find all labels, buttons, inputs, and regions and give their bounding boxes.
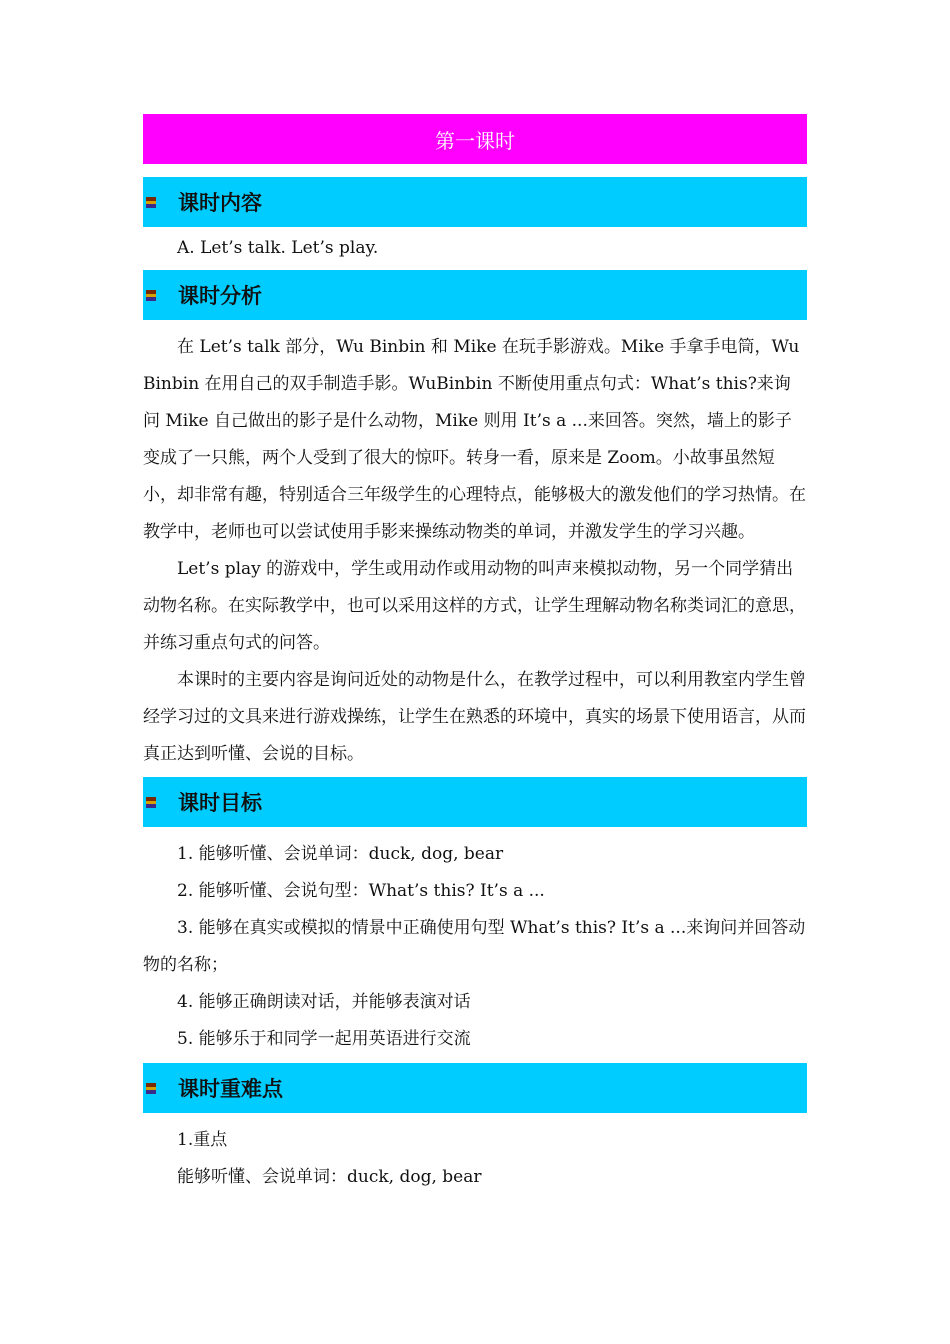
objective-item: 1. 能够听懂、会说单词：duck, dog, bear: [177, 844, 504, 864]
section-heading-objectives: [143, 777, 807, 827]
page-title: 第一课时: [435, 128, 515, 153]
section-heading-analysis: [143, 270, 807, 320]
section-heading-label: 课时内容: [178, 191, 262, 215]
objective-item: 2. 能够听懂、会说句型：What’s this? It’s a ...: [177, 881, 545, 901]
section-heading-key-points: [143, 1063, 807, 1113]
objective-item: 5. 能够乐于和同学一起用英语进行交流: [177, 1029, 471, 1049]
objective-item: 4. 能够正确朗读对话，并能够表演对话: [177, 992, 471, 1012]
section-heading-label: 课时目标: [178, 791, 262, 815]
analysis-paragraph: 在 Let’s talk 部分，Wu Binbin 和 Mike 在玩手影游戏。Mike 手拿手电筒，Wu Binbin 在用自己的双手制造手影。WuBinbin 不断使用重点句式：What’s this?来询问 Mike 自己做出的影子是什么动物，Mike 则用 It’s a ...来回答。突然，墙上的影子变成了一只熊，两个人受到了很大的惊吓。转身一看，原来是 Zoom。小故事虽然短小，却非常有趣，特别适合三年级学生的心理特点，能够极大的激发他们的学习热情。在教学中，老师也可以尝试使用手影来操练动物类的单词，并激发学生的学习兴趣。: [143, 337, 806, 542]
document-page: [143, 114, 807, 1196]
book-bullet-icon: [146, 1083, 156, 1094]
section-heading-content: [143, 177, 807, 227]
book-bullet-icon: [146, 797, 156, 808]
book-bullet-icon: [146, 290, 156, 301]
key-point-line: 能够听懂、会说单词：duck, dog, bear: [177, 1167, 482, 1187]
section-heading-label: 课时分析: [178, 284, 262, 308]
objective-item: 3. 能够在真实或模拟的情景中正确使用句型 What’s this? It’s a ...来询问并回答动物的名称；: [143, 918, 806, 975]
analysis-paragraph: 本课时的主要内容是询问近处的动物是什么，在教学过程中，可以利用教室内学生曾经学习过的文具来进行游戏操练，让学生在熟悉的环境中，真实的场景下使用语言，从而真正达到听懂、会说的目标。: [143, 670, 806, 764]
content-line: A. Let’s talk. Let’s play.: [177, 238, 379, 258]
book-bullet-icon: [146, 197, 156, 208]
page-title-bar: [143, 114, 807, 164]
section-heading-label: 课时重难点: [178, 1077, 283, 1101]
key-point-line: 1.重点: [177, 1130, 228, 1150]
analysis-paragraph: Let’s play 的游戏中，学生或用动作或用动物的叫声来模拟动物，另一个同学猜出动物名称。在实际教学中，也可以采用这样的方式，让学生理解动物名称类词汇的意思，并练习重点句式的问答。: [143, 559, 806, 653]
